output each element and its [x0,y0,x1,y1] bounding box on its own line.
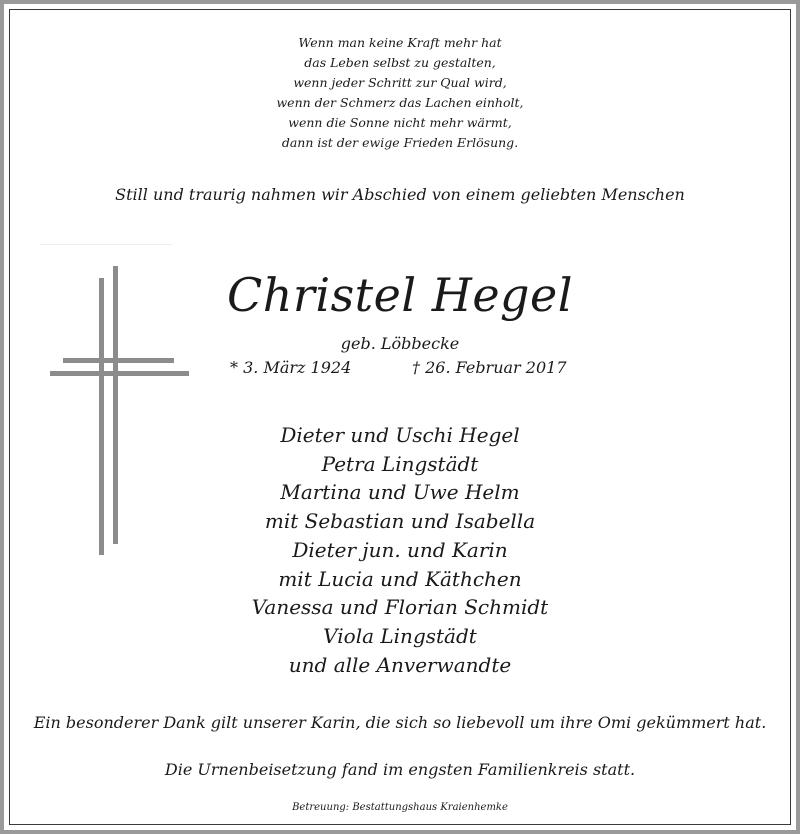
cross-horizontal-back [63,358,174,363]
poem-line: wenn jeder Schritt zur Qual wird, [293,75,507,90]
poem-line: Wenn man keine Kraft mehr hat [298,35,502,50]
maiden-name: geb. Löbbecke [340,334,460,353]
thanks-text: Ein besonderer Dank gilt unserer Karin, die sich so liebevoll um ihre Omi gekümmert hat. [33,713,767,732]
mourner-line: Dieter jun. und Karin [292,537,508,562]
mourner-line: mit Lucia und Käthchen [278,566,522,591]
deceased-name: Christel Hegel [227,268,573,322]
poem-line: wenn der Schmerz das Lachen einholt, [276,95,524,110]
poem-line: wenn die Sonne nicht mehr wärmt, [288,115,512,130]
mourner-line: mit Sebastian und Isabella [264,509,536,534]
mourner-line: und alle Anverwandte [288,652,512,677]
poem [0,33,800,153]
poem-line: das Leben selbst zu gestalten, [304,55,496,70]
mourner-line: Martina und Uwe Helm [280,480,520,505]
burial-text: Die Urnenbeisetzung fand im engsten Familienkreis statt. [164,760,636,779]
birth-date: * 3. März 1924 [230,358,352,377]
intro-text: Still und traurig nahmen wir Abschied von einem geliebten Menschen [115,185,685,204]
poem-line: dann ist der ewige Frieden Erlösung. [281,135,519,150]
cross-horizontal-front [50,371,189,376]
mourner-line: Vanessa und Florian Schmidt [251,595,549,620]
mourner-line: Petra Lingstädt [321,451,479,476]
death-date: † 26. Februar 2017 [412,358,567,377]
mourners-list [0,421,800,679]
mourner-line: Dieter und Uschi Hegel [280,423,520,447]
mourner-line: Viola Lingstädt [323,623,477,648]
undertaker-credit: Betreuung: Bestattungshaus Kraienhemke [292,802,508,813]
